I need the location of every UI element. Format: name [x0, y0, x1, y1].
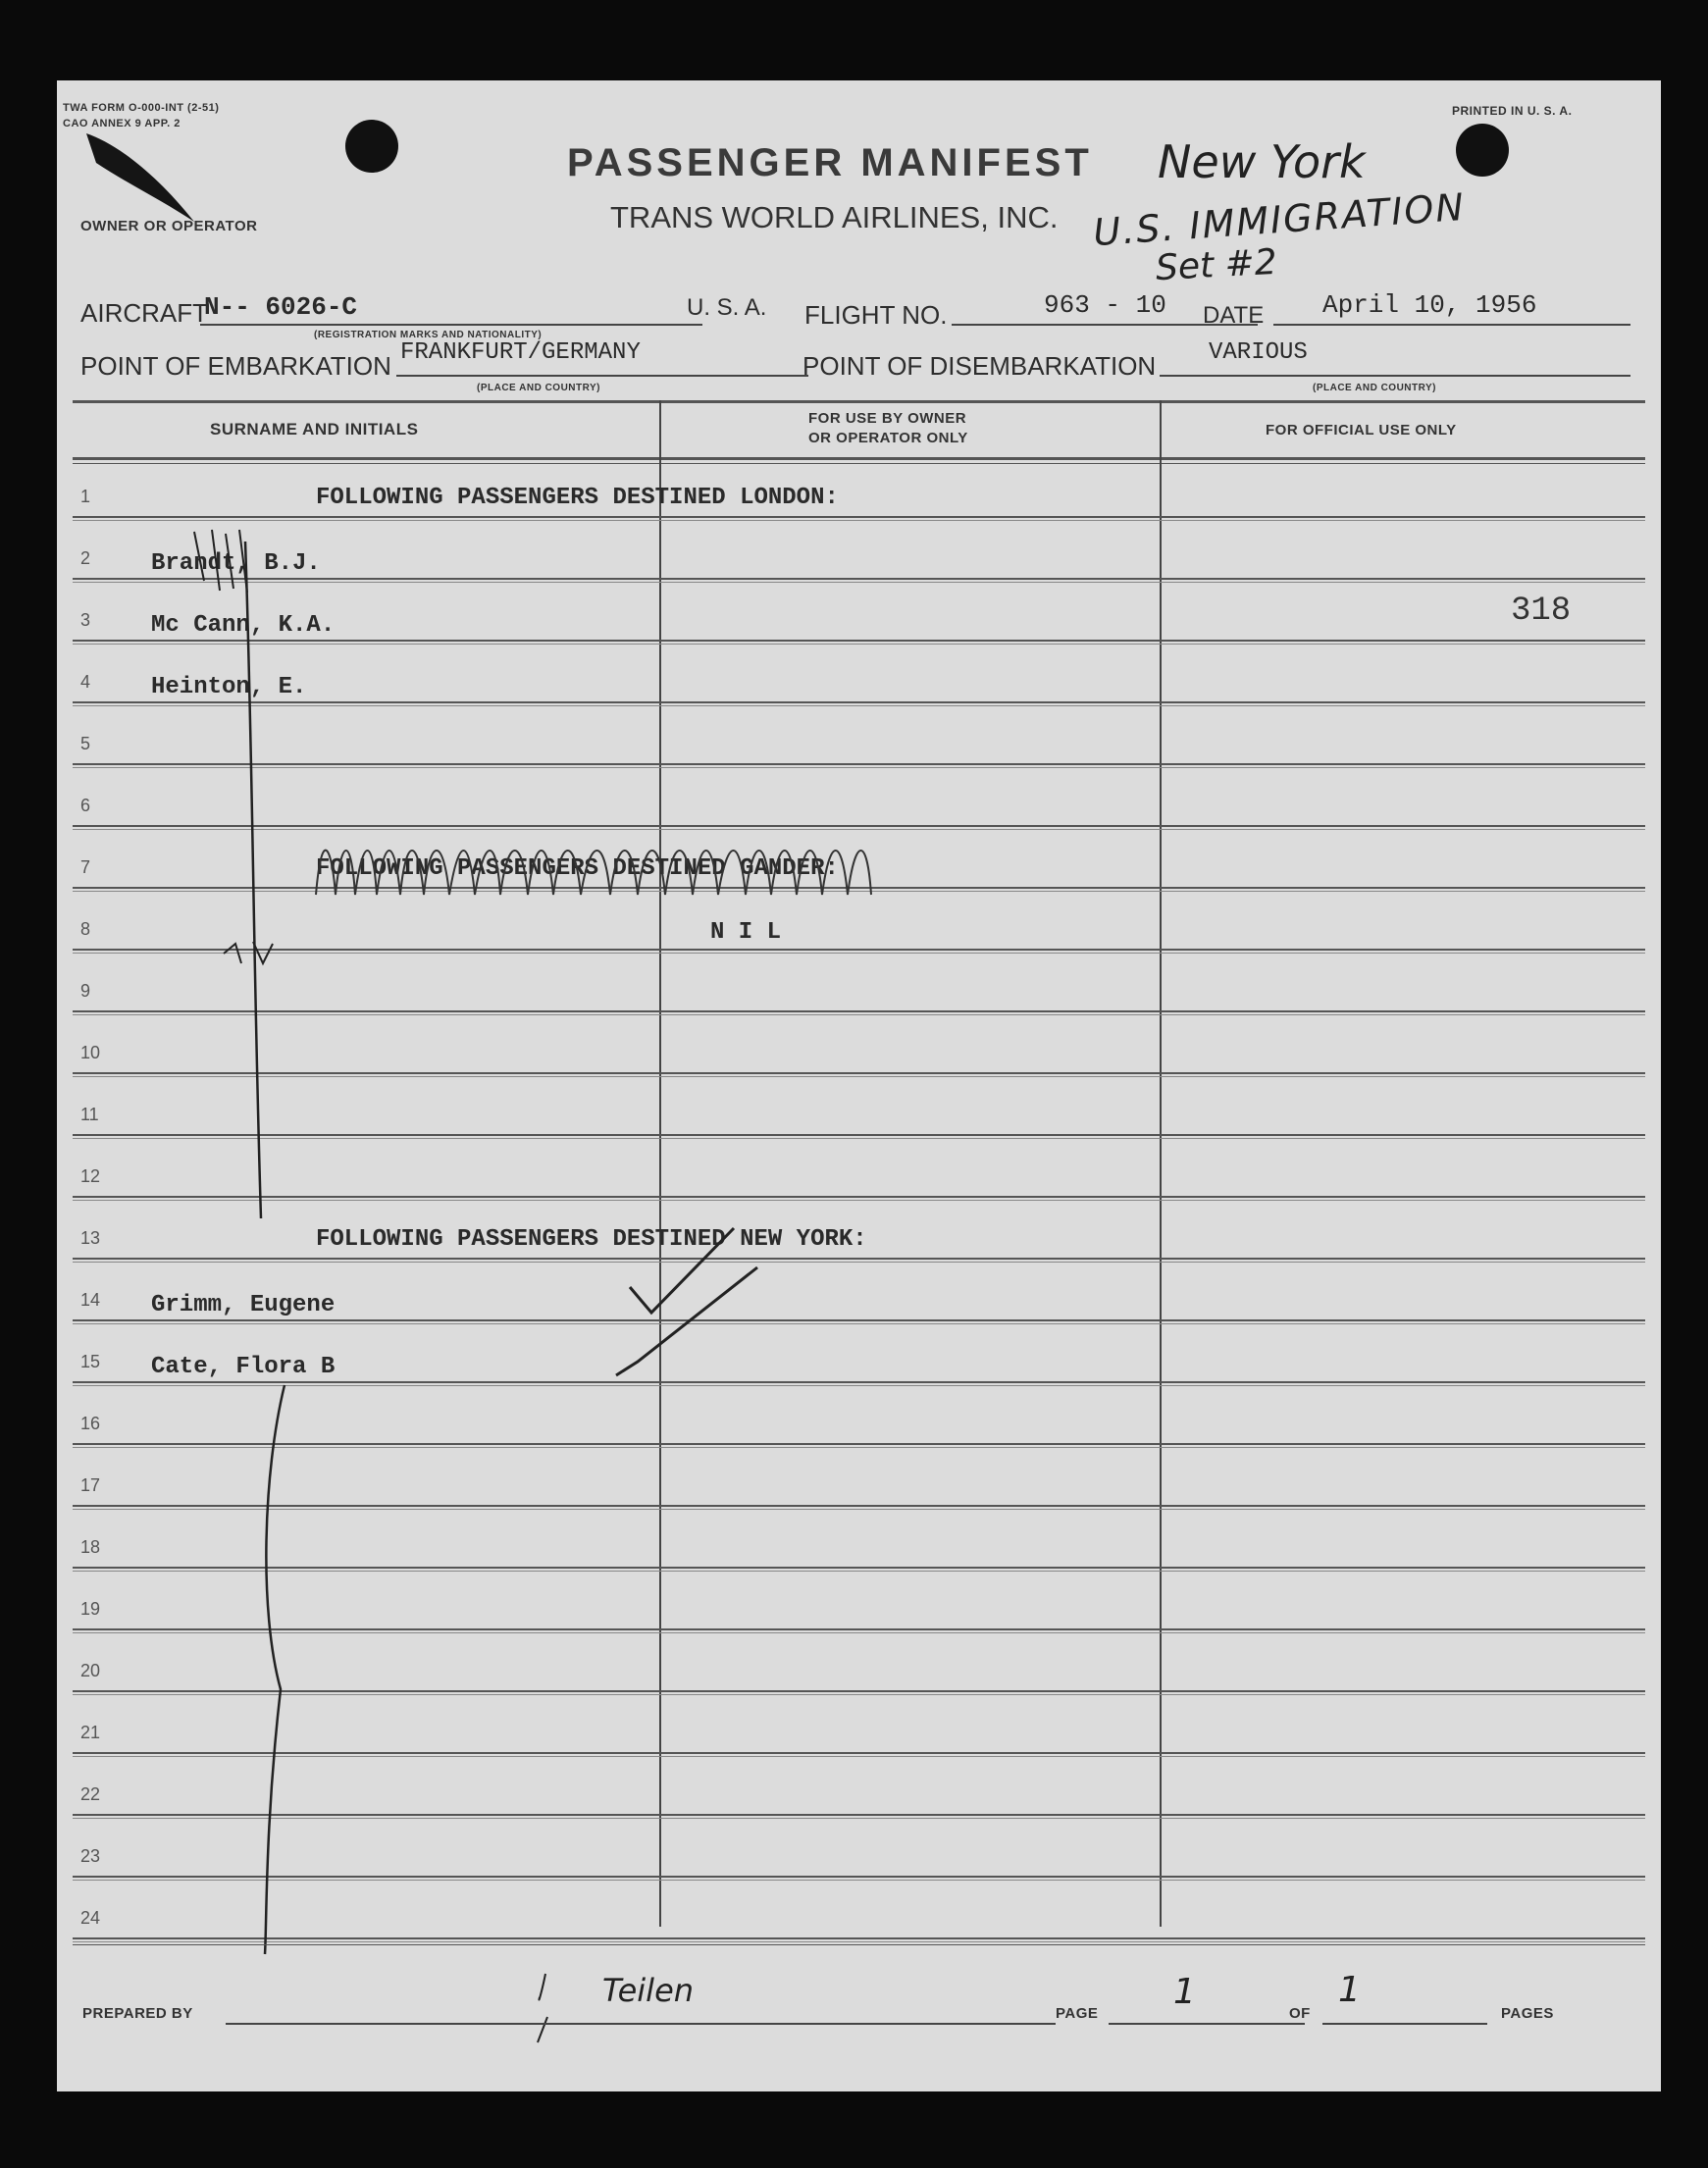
column-header-official: FOR OFFICIAL USE ONLY: [1266, 422, 1457, 439]
page-label: PAGE: [1056, 2005, 1099, 2022]
row-number: 4: [80, 672, 91, 692]
page-underline: [1109, 2023, 1305, 2025]
row-number: 7: [80, 857, 91, 877]
annex-text: CAO ANNEX 9 APP. 2: [63, 118, 181, 129]
passenger-name: Cate, Flora B: [151, 1354, 336, 1380]
printed-in-usa: PRINTED IN U. S. A.: [1452, 104, 1573, 118]
official-note-318: 318: [1511, 593, 1572, 630]
row-number: 6: [80, 796, 91, 815]
column-header-owner-2: OR OPERATOR ONLY: [808, 430, 968, 446]
row-number: 11: [80, 1105, 99, 1124]
pen-marks: [57, 80, 1661, 2091]
aircraft-value: N-- 6026-C: [204, 292, 358, 322]
row-number: 22: [80, 1784, 101, 1804]
row-number: 3: [80, 610, 91, 630]
destination-heading: FOLLOWING PASSENGERS DESTINED GANDER:: [316, 855, 839, 882]
row-number: 8: [80, 919, 91, 939]
date-value: April 10, 1956: [1322, 290, 1537, 320]
flight-value: 963 - 10: [1044, 290, 1166, 320]
passenger-name: Mc Cann, K.A.: [151, 612, 336, 639]
owner-operator-label: OWNER OR OPERATOR: [80, 218, 258, 234]
row-number: 12: [80, 1166, 101, 1186]
row-number: 14: [80, 1290, 101, 1310]
page-total: 1: [1338, 1970, 1361, 2010]
embarkation-sublabel: (PLACE AND COUNTRY): [477, 383, 600, 393]
operator-name: TRANS WORLD AIRLINES, INC.: [610, 200, 1059, 234]
handwritten-agency: U.S. IMMIGRATION: [1091, 184, 1468, 255]
row-number: 16: [80, 1414, 101, 1433]
date-label: DATE: [1203, 302, 1265, 329]
row-number: 18: [80, 1537, 101, 1557]
row-number: 24: [80, 1908, 101, 1928]
row-number: 21: [80, 1723, 101, 1742]
row-number: 13: [80, 1228, 101, 1248]
passenger-name: Heinton, E.: [151, 674, 307, 700]
row-number: 1: [80, 487, 91, 506]
footer-border: [73, 1944, 1645, 1945]
manifest-paper: [57, 80, 1661, 2091]
row-number: 15: [80, 1352, 101, 1371]
form-title: PASSENGER MANIFEST: [567, 141, 1093, 184]
nil-entry: N I L: [710, 919, 782, 946]
column-header-surname: SURNAME AND INITIALS: [210, 420, 419, 439]
flight-label: FLIGHT NO.: [804, 300, 948, 330]
column-header-owner-1: FOR USE BY OWNER: [808, 410, 967, 427]
embarkation-label: POINT OF EMBARKATION: [80, 351, 391, 381]
aircraft-label: AIRCRAFT: [80, 298, 208, 328]
handwritten-set: Set #2: [1155, 241, 1278, 289]
passenger-name: Brandt, B.J.: [151, 550, 321, 577]
of-underline: [1322, 2023, 1487, 2025]
prepared-by-label: PREPARED BY: [82, 2005, 193, 2022]
disembarkation-label: POINT OF DISEMBARKATION: [802, 351, 1157, 381]
row-number: 9: [80, 981, 91, 1001]
destination-heading: FOLLOWING PASSENGERS DESTINED NEW YORK:: [316, 1226, 867, 1253]
disembarkation-value: VARIOUS: [1209, 339, 1308, 366]
row-number: 2: [80, 548, 91, 568]
aircraft-sublabel: (REGISTRATION MARKS AND NATIONALITY): [314, 330, 543, 340]
prepared-by-underline: [226, 2023, 1056, 2025]
page-number: 1: [1173, 1972, 1196, 2012]
row-number: 17: [80, 1475, 101, 1495]
prepared-by-signature: Teilen: [602, 1972, 695, 2009]
disembarkation-sublabel: (PLACE AND COUNTRY): [1313, 383, 1436, 393]
row-number: 23: [80, 1846, 101, 1866]
row-number: 5: [80, 734, 91, 753]
destination-heading: FOLLOWING PASSENGERS DESTINED LONDON:: [316, 485, 839, 511]
row-number: 19: [80, 1599, 101, 1619]
row-number: 20: [80, 1661, 101, 1680]
handwritten-city: New York: [1158, 135, 1366, 188]
of-label: OF: [1289, 2005, 1311, 2022]
row-number: 10: [80, 1043, 101, 1062]
passenger-name: Grimm, Eugene: [151, 1292, 336, 1318]
form-number: TWA FORM O-000-INT (2-51): [63, 102, 220, 114]
usa-label: U. S. A.: [687, 294, 767, 321]
embarkation-value: FRANKFURT/GERMANY: [400, 339, 641, 366]
pages-label: PAGES: [1501, 2005, 1554, 2022]
